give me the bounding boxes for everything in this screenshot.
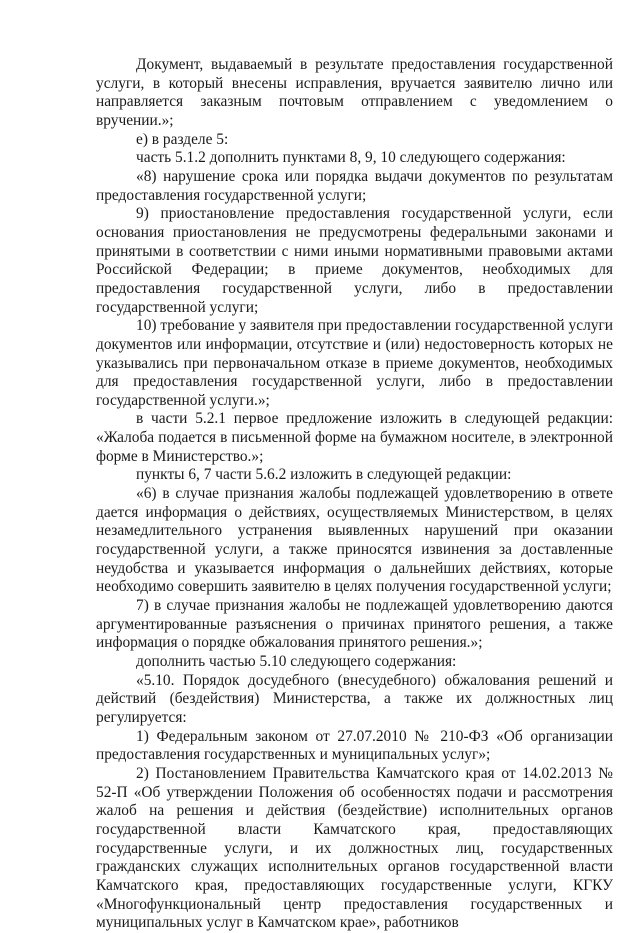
paragraph-11: дополнить частью 5.10 следующего содержания: xyxy=(136,653,457,670)
paragraph-1: Документ, выдаваемый в результате предоставления государственной услуги, в который внесены исправления, вручается заявителю лично или направляется заказным почтовым отправлением с уведомлением о вручении.»; xyxy=(96,56,613,129)
paragraph-9: «6) в случае признания жалобы подлежащей удовлетворению в ответе дается информация о действиях, осуществляемых Министерством, в целях незамедлительного устранения выявленных нарушений при оказании государственной услуги, а также приносятся извинения за доставленные неудобства и указывается информация о дальнейших действиях, которые необходимо совершить заявителю в целях получения государственной услуги; xyxy=(96,485,613,596)
paragraph-10: 7) в случае признания жалобы не подлежащей удовлетворению даются аргументированные разъяснения о причинах принятого решения, а также информация о порядке обжалования принятого решения.»; xyxy=(96,597,613,652)
paragraph-12: «5.10. Порядок досудебного (внесудебного) обжалования решений и действий (бездействия) Министерства, а также их должностных лиц регулируется: xyxy=(96,671,613,726)
paragraph-8: пункты 6, 7 части 5.6.2 изложить в следующей редакции: xyxy=(136,466,512,484)
paragraph-6: 10) требование у заявителя при предоставлении государственной услуги документов или информации, отсутствие и (или) недостоверность которых не указывались при первоначальном отказе в приеме документов, необходимых для предоставления государственной услуги, либо в предоставлении государственной услуги.»; xyxy=(96,317,613,409)
paragraph-5: 9) приостановление предоставления государственной услуги, если основания приостановления не предусмотрены федеральными законами и принятыми в соответствии с ними иными нормативными правовыми актами Российской Федерации; в приеме документов, необходимых для предоставления государственной услуги, либо в предоставлении государственной услуги; xyxy=(96,205,613,316)
paragraph-7: в части 5.2.1 первое предложение изложить в следующей редакции: «Жалоба подается в письменной форме на бумажном носителе, в электронной форме в Министерство.»; xyxy=(96,410,613,465)
paragraph-3: часть 5.1.2 дополнить пунктами 8, 9, 10 следующего содержания: xyxy=(136,149,566,167)
paragraph-13: 1) Федеральным законом от 27.07.2010 № 210-ФЗ «Об организации предоставления государственных и муниципальных услуг»; xyxy=(96,727,613,764)
paragraph-14: 2) Постановлением Правительства Камчатского края от 14.02.2013 № 52-П «Об утверждении Положения об особенностях подачи и рассмотрения жалоб на решения и действия (бездействие) исполнительных органов государственной власти Камчатского края, предоставляющих государственные услуги, и их должностных лиц, государственных гражданских служащих исполнительных органов государственной власти Камчатского края, предоставляющих государственные услуги, КГКУ «Многофункциональный центр предоставления государственных и муниципальных услуг в Камчатском крае», работников xyxy=(96,764,613,932)
paragraph-4: «8) нарушение срока или порядка выдачи документов по результатам предоставления государственной услуги; xyxy=(96,167,613,204)
paragraph-2: е) в разделе 5: xyxy=(136,130,229,148)
